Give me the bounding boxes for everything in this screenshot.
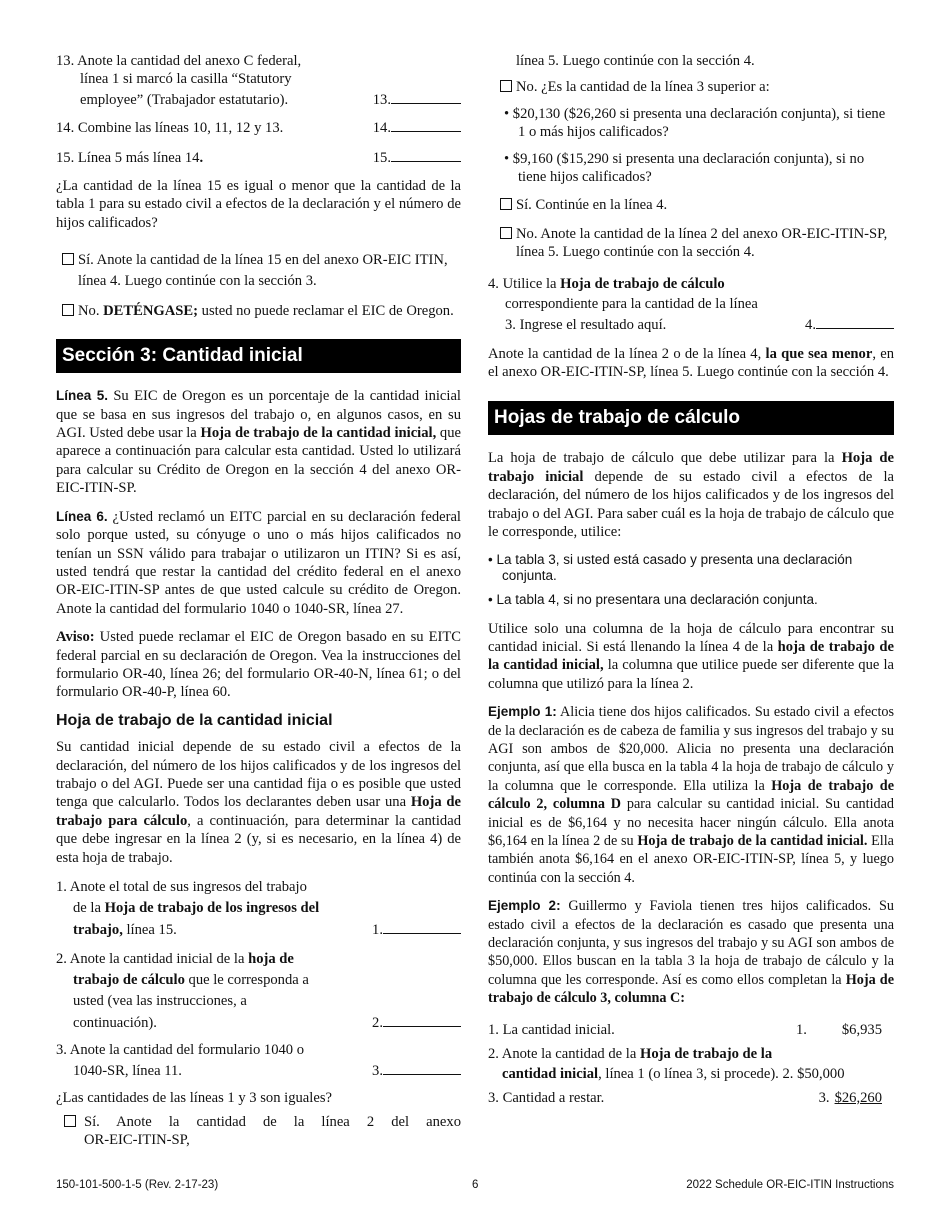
calc-line-1 (488, 1020, 894, 1040)
line-15-dot: . (199, 149, 204, 166)
w2-answer-field[interactable] (383, 1012, 461, 1027)
calc-3-value: $26,260 (834, 1089, 882, 1106)
q4-text-a: 4. Utilice la (488, 275, 561, 292)
bullet-dot: • (488, 591, 497, 607)
footer-form-id: 150-101-500-1-5 (Rev. 2-17-23) (56, 1179, 219, 1191)
ejemplo-1-label: Ejemplo 1: (488, 704, 557, 720)
w1-text-b: de la (73, 900, 105, 916)
q4-bold-a: Hoja de trabajo de cálculo (560, 275, 725, 292)
w2-bold-b: trabajo de cálculo (73, 972, 185, 988)
w1-number: 1. (372, 922, 383, 938)
bullet-2 (504, 150, 894, 187)
no-option (62, 302, 461, 321)
bullet-dot: • (504, 150, 513, 167)
no-question-checkbox[interactable] (500, 80, 512, 92)
yes-2-option (64, 1113, 461, 1149)
calc-line-3 (488, 1088, 894, 1108)
q4-text-b: correspondiente para la cantidad de la línea (505, 295, 758, 312)
yes-2-text-b: OR-EIC-ITIN-SP, (84, 1132, 190, 1149)
aviso-paragraph (56, 628, 461, 702)
anote-text-b: , en el anexo OR-EIC-ITIN-SP, línea 5. Luego continúe con la sección 4. (488, 345, 894, 381)
tabla-4-bullet (488, 592, 894, 608)
si-line-4-text: Sí. Continúe en la línea 4. (516, 197, 668, 214)
hoja-text-a: Su cantidad inicial depende de su estado civil a efectos de la declaración, del número de los hijos calificados y de los ingresos del trabajo o del AGI. Puede ser una cantidad fija o es posible que usted tenga que calcularlo. Todos los declarantes deben usar una (56, 739, 461, 811)
w3-number: 3. (372, 1063, 383, 1079)
ejemplo-1-bold-1: Hoja de trabajo de cálculo 2, columna D (488, 777, 894, 813)
line-13-text-b: línea 1 si marcó la casilla “Statutory (80, 71, 292, 88)
ejemplo-2-label: Ejemplo 2: (488, 898, 561, 914)
yes-checkbox[interactable] (62, 253, 74, 265)
aviso-text: Usted puede reclamar el EIC de Oregon basado en su EITC federal parcial en su declaración de Oregon. Vea la instrucciones del formulario OR-40, línea 26; del formulario OR-40-N, línea 61; o del formulario OR-40-P, línea 60. (56, 629, 461, 701)
q4-number: 4. (805, 316, 816, 333)
linea-5-text-b: que aparece a continuación para calcular esta cantidad. Usted lo utilizará para calcular su Crédito de Oregon en la sección 4 del anexo OR-EIC-ITIN-SP. (56, 425, 461, 497)
tabla-4-text: La tabla 4, si no presentara una declaración conjunta. (496, 591, 818, 607)
worksheet-line-2 (56, 949, 461, 1034)
tabla-3-text: La tabla 3, si usted está casado y presenta una declaración conjunta. (496, 551, 853, 583)
anote-bold: la que sea menor (765, 345, 873, 362)
w1-text-a: 1. Anote el total de sus ingresos del trabajo (56, 879, 307, 895)
hoja-inicial-paragraph (56, 738, 461, 867)
calc-3-number: 3. (818, 1089, 830, 1106)
yes-2-checkbox[interactable] (64, 1115, 76, 1127)
line-15 (56, 147, 461, 167)
ejemplo-1-paragraph (488, 703, 894, 887)
right-column (488, 52, 894, 1108)
ejemplo-2-text-a: Guillermo y Faviola tienen tres hijos calificados. Su estado civil a efectos de la declaración es casado que presenta una declaración conjunta, y sus ingresos del trabajo y su AGI son ambos de $50,000. Ellos buscan en la tabla 3 la hoja de trabajo de cálculo y la columna que les corresponde. Así es como ellos completan la (488, 898, 894, 988)
ejemplo-2-paragraph (488, 897, 894, 1007)
bullet-dot: • (504, 105, 513, 122)
line-13-answer-field[interactable] (391, 89, 461, 104)
line-13-number: 13. (372, 91, 391, 108)
hoja-inicial-heading: Hoja de trabajo de la cantidad inicial (56, 711, 333, 729)
w3-text-b: 1040-SR, línea 11. (73, 1063, 182, 1079)
ejemplo-2-bold: Hoja de trabajo de cálculo 3, columna C: (488, 971, 894, 1007)
si-line-4-option (500, 196, 894, 214)
anote-paragraph (488, 345, 894, 382)
no-line-4-text: No. Anote la cantidad de la línea 2 del anexo OR-EIC-ITIN-SP, línea 5. Luego continúe con la sección 4. (516, 225, 888, 261)
w2-text-b: que le corresponda a (184, 972, 309, 988)
line-13-text-c: employee” (Trabajador estatutario). (80, 91, 289, 108)
calc-1-value: $6,935 (841, 1021, 882, 1038)
w2-number: 2. (372, 1015, 383, 1031)
linea-5-text-a: Su EIC de Oregon es un porcentaje de la cantidad inicial que se basa en sus ingresos del trabajo o, en algunos casos, en su AGI. Usted debe usar la (56, 388, 461, 442)
no-text: usted no puede reclamar el EIC de Oregon. (198, 303, 454, 320)
calc-2-bold-a: Hoja de trabajo de la (639, 1045, 773, 1062)
bullet-dot: • (488, 551, 497, 567)
w1-bold-b: Hoja de trabajo de los ingresos del (104, 900, 320, 916)
calc-2-text-b: , línea 1 (o línea 3, si procede). 2. $50,000 (598, 1065, 845, 1082)
utilice-text-a: Utilice solo una columna de la hoja de cálculo para encontrar su cantidad inicial. Si está llenando la línea 4 de la (488, 620, 894, 655)
line-15-number: 15. (372, 149, 391, 166)
calc-2-bold-b: cantidad inicial (502, 1065, 599, 1082)
hojas-text-a: La hoja de trabajo de cálculo que debe utilizar para la (488, 450, 842, 467)
hoja-bold: Hoja de trabajo para cálculo (56, 794, 461, 829)
aviso-label: Aviso: (56, 629, 95, 646)
no-line-4-checkbox[interactable] (500, 227, 512, 239)
utilice-text-b: la columna que utilice puede ser diferente que la columna que utilizó para la línea 2. (488, 657, 894, 692)
line-13 (56, 52, 461, 109)
hojas-bold: Hoja de trabajo inicial (488, 450, 894, 485)
calc-1-number: 1. (796, 1021, 807, 1038)
q4-text-c: 3. Ingrese el resultado aquí. (505, 316, 667, 333)
w2-text-a: 2. Anote la cantidad inicial de la (56, 951, 249, 967)
question-2: ¿Las cantidades de las líneas 1 y 3 son iguales? (56, 1090, 332, 1106)
footer-page-number: 6 (472, 1179, 479, 1191)
line-14-answer-field[interactable] (391, 117, 461, 132)
linea-5-label: Línea 5. (56, 388, 108, 404)
no-prefix: No. (78, 303, 104, 320)
calc-2-text-a: 2. Anote la cantidad de la (488, 1045, 640, 1062)
line-15-answer-field[interactable] (391, 147, 461, 162)
calc-line-2 (488, 1044, 894, 1084)
utilice-paragraph (488, 620, 894, 694)
yes-option (62, 250, 461, 292)
line-14 (56, 117, 461, 137)
linea-6-label: Línea 6. (56, 508, 108, 524)
no-question-option (500, 78, 894, 96)
w1-answer-field[interactable] (383, 919, 461, 934)
hoja-text-b: , a continuación, para determinar la cantidad que debe ingresar en la línea 2 (y, si es necesario, en la línea 4) de esta hoja de trabajo. (56, 812, 461, 866)
w2-text-c: usted (vea las instrucciones, a (73, 993, 247, 1009)
hojas-text-b: depende de su estado civil a efectos de la declaración, del número de los hijos calificados y de los ingresos del trabajo o del AGI. Para saber cuál es la hoja de trabajo de cálculo que le corresponde, utilice: (488, 468, 894, 541)
ejemplo-1-text-c: Ella también anota $6,164 en el anexo OR-EIC-ITIN-SP, línea 5, y luego continúa con la sección 4. (488, 832, 894, 886)
yes-2-text-a: Sí. Anote la cantidad de la línea 2 del anexo (84, 1114, 461, 1131)
no-stop: DETÉNGASE; (103, 303, 199, 320)
line-14-text: 14. Combine las líneas 10, 11, 12 y 13. (56, 120, 284, 137)
no-checkbox[interactable] (62, 304, 74, 316)
line-13-text-a: 13. Anote la cantidad del anexo C federal, (56, 53, 302, 69)
ejemplo-1-text-a: Alicia tiene dos hijos calificados. Su estado civil a efectos de la declaración es de cabeza de familia y sus ingresos del trabajo y su AGI son ambos de $20,000. Alicia no presenta una declaración conjunta, así que ella busca en la tabla 4 la hoja de trabajo de cálculo y la columna que le corresponde. Ella utiliza la (488, 704, 894, 794)
linea-6-text: ¿Usted reclamó un EITC parcial en su declaración federal solo porque usted, su cónyuge o uno o más hijos calificados no tenían un SSN válido para trabajar o utilizaron un ITIN? Si es así, usted tendrá que restar la cantidad del crédito federal en el anexo OR-EIC-ITIN-SP antes de que usted calcule su crédito de Oregon. Anote la cantidad del formulario 1040 o 1040-SR, línea 27. (56, 508, 461, 617)
section-3-header: Sección 3: Cantidad inicial (56, 339, 461, 373)
w3-text-a: 3. Anote la cantidad del formulario 1040 o (56, 1042, 305, 1058)
linea-5-paragraph (56, 387, 461, 497)
bullet-1-text: $20,130 ($26,260 si presenta una declaración conjunta), si tiene 1 o más hijos calificados? (512, 105, 886, 141)
bullet-2-text: $9,160 ($15,290 si presenta una declaración conjunta), si no tiene hijos calificados? (512, 150, 865, 186)
line-15-text: 15. Línea 5 más línea 14 (56, 149, 200, 166)
w3-answer-field[interactable] (383, 1060, 461, 1075)
w2-text-d: continuación). (73, 1015, 157, 1031)
hojas-calculo-header: Hojas de trabajo de cálculo (488, 401, 894, 435)
calc-3-text: 3. Cantidad a restar. (488, 1089, 605, 1106)
bullet-1 (504, 105, 894, 142)
w2-bold-a: hoja de (248, 951, 294, 967)
utilice-bold: hoja de trabajo de la cantidad inicial, (488, 638, 894, 674)
line-14-number: 14. (372, 120, 391, 137)
continued-line: línea 5. Luego continúe con la sección 4. (516, 53, 755, 69)
tabla-3-bullet (488, 552, 894, 584)
no-question-text: No. ¿Es la cantidad de la línea 3 superior a: (516, 79, 770, 96)
left-column (56, 52, 461, 1149)
hojas-paragraph (488, 449, 894, 541)
linea-5-bold: Hoja de trabajo de la cantidad inicial, (200, 425, 437, 442)
q4-answer-field[interactable] (816, 314, 894, 329)
ejemplo-1-text-b: para calcular su cantidad inicial. Su cantidad inicial es de $6,164 y no necesita hacer ningún cálculo. Ella anota $6,164 en la línea 2 de su (488, 796, 895, 849)
yes-text: Sí. Anote la cantidad de la línea 15 en del anexo OR-EIC ITIN, línea 4. Luego continúe con la sección 3. (78, 252, 448, 290)
calc-1-text: 1. La cantidad inicial. (488, 1021, 615, 1038)
w1-bold-c: trabajo, (73, 922, 123, 938)
footer-title: 2022 Schedule OR-EIC-ITIN Instructions (686, 1179, 894, 1191)
ejemplo-1-bold-2: Hoja de trabajo de la cantidad inicial. (637, 832, 868, 849)
worksheet-line-4 (488, 274, 894, 335)
worksheet-line-1 (56, 877, 461, 941)
no-line-4-option (500, 225, 894, 262)
line-15-question: ¿La cantidad de la línea 15 es igual o menor que la cantidad de la tabla 1 para su estado civil a efectos de la declaración y el número de hijos calificados? (56, 178, 461, 231)
w1-text-c: línea 15. (122, 922, 177, 938)
worksheet-line-3 (56, 1040, 461, 1081)
anote-text-a: Anote la cantidad de la línea 2 o de la línea 4, (488, 345, 766, 362)
si-line-4-checkbox[interactable] (500, 198, 512, 210)
linea-6-paragraph (56, 508, 461, 618)
